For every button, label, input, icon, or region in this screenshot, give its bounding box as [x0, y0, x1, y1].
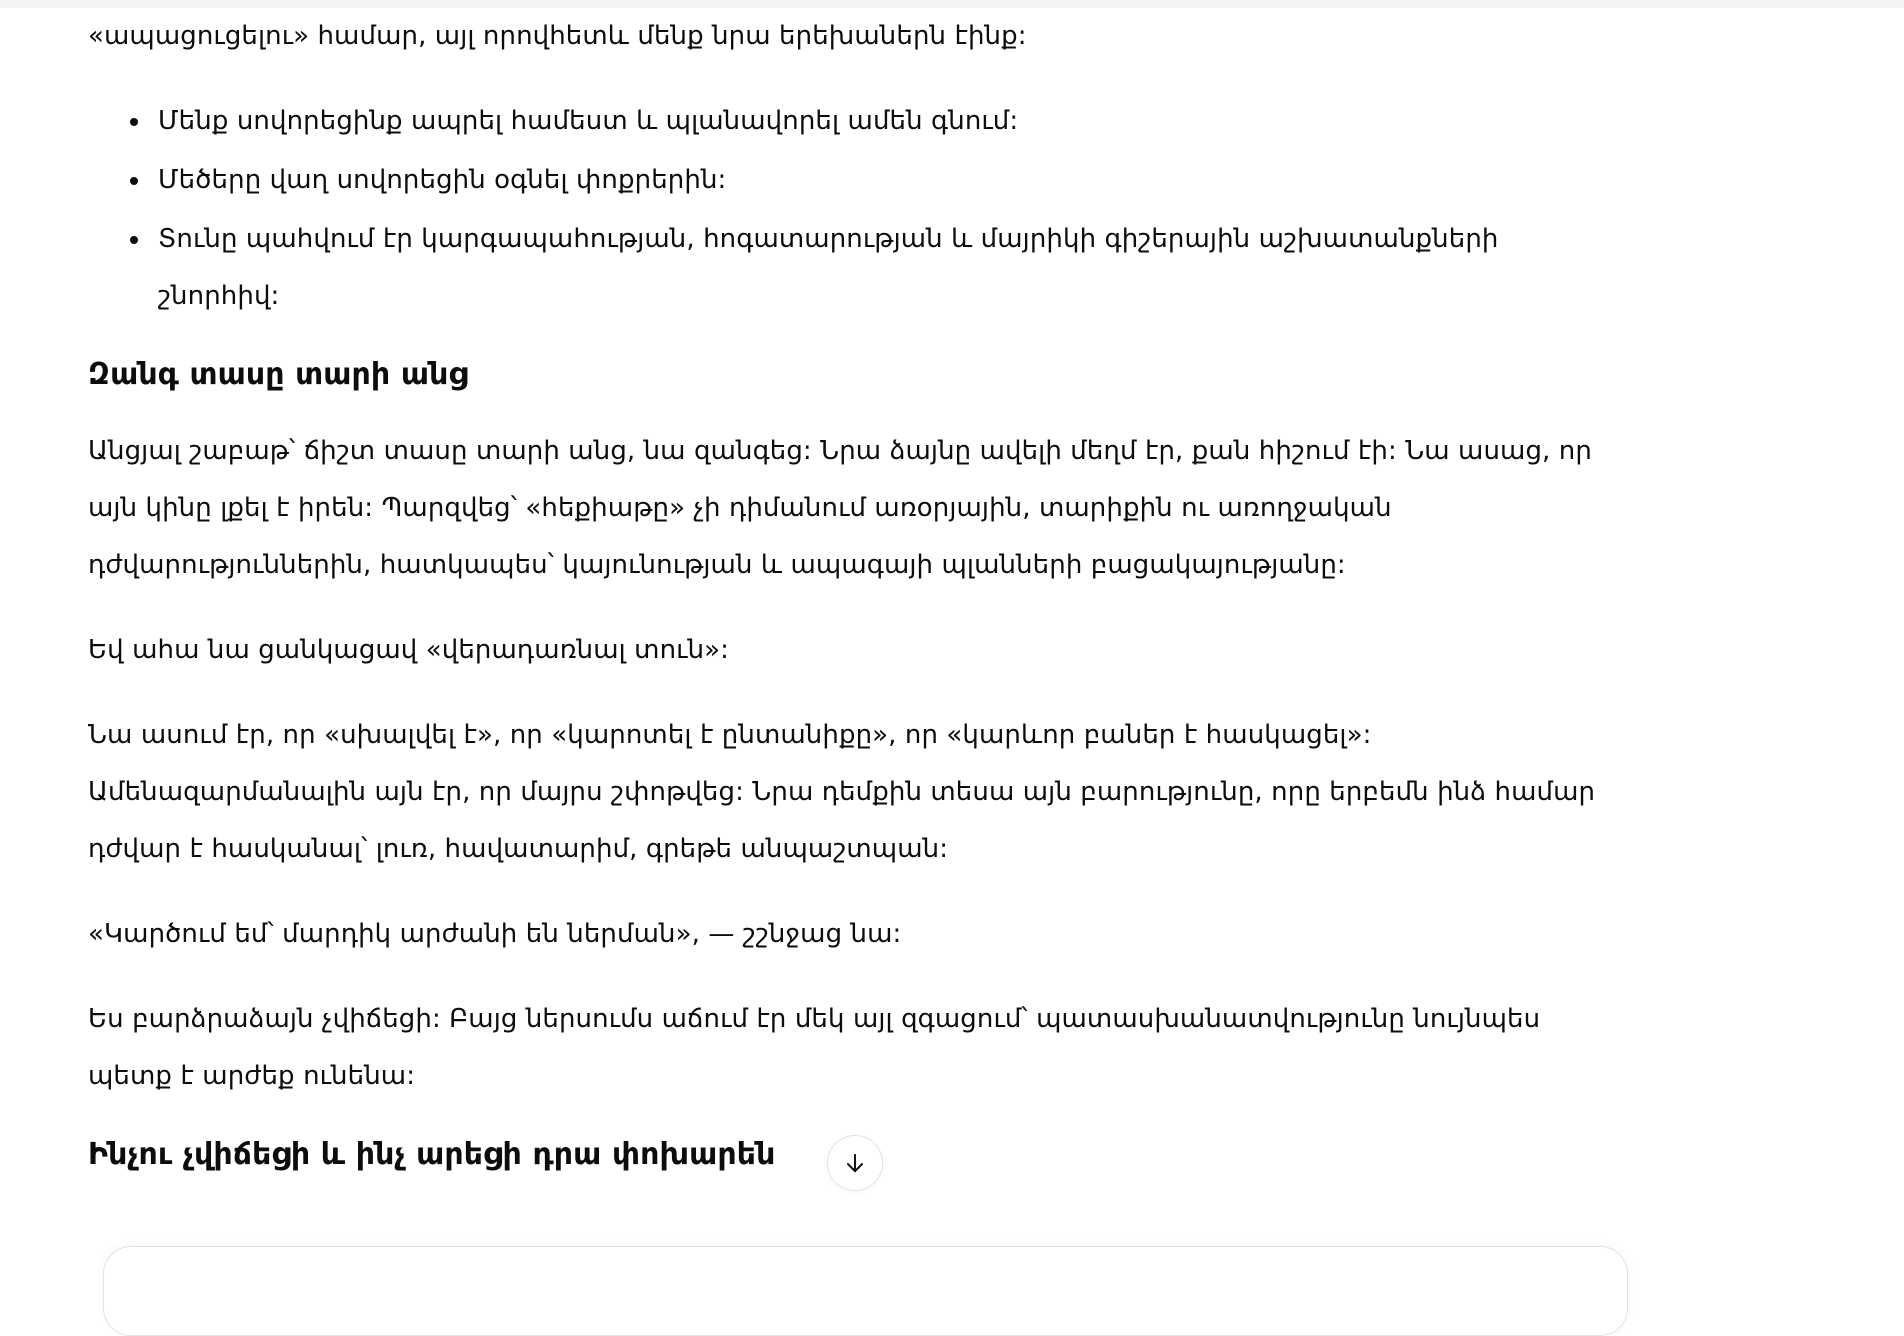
paragraph-my-feeling: Ես բարձրաձայն չվիճեցի: Բայց ներսումս աճում էր մեկ այլ զգացում՝ պատասխանատվությունը նույնպես պետք է արժեք ունենա: — [88, 1004, 1541, 1091]
list-item: • Տունը պահվում էր կարգապահության, հոգատարության և մայրիկի գիշերային աշխատանքների շնորհիվ: — [152, 211, 1618, 325]
list-item: • Մենք սովորեցինք ապրել համեստ և պլանավորել ամեն գնում: — [152, 93, 1618, 150]
paragraph-intro-partial: «ապացուցելու» համար, այլ որովհետև մենք նրա երեխաներն էինք: — [88, 21, 1027, 51]
family-lessons-list — [88, 93, 1618, 325]
arrow-down-icon — [842, 1150, 868, 1176]
paragraph-mother-quote: «Կարծում եմ՝ մարդիկ արժանի են ներման», — շշնջաց նա: — [88, 919, 902, 949]
window-top-edge — [0, 0, 1904, 8]
section-heading-why-did-not-argue: Ինչու չվիճեցի և ինչ արեցի դրա փոխարեն — [88, 1137, 776, 1172]
paragraph-what-he-said: Նա ասում էր, որ «սխալվել է», որ «կարոտել է ընտանիքը», որ «կարևոր բաներ է հասկացել»: Ամենազարմանալին այն էր, որ մայրս շփոթվեց: Նրա դեմքին տեսա այն բարությունը, որը երբեմն ինձ համար դժվար է հասկանալ՝ լուռ, հավատարիմ, գրեթե անպաշտպան: — [88, 720, 1596, 864]
paragraph-return-home: Եվ ահա նա ցանկացավ «վերադառնալ տուն»: — [88, 635, 730, 665]
paragraph-call: Անցյալ շաբաթ՝ ճիշտ տասը տարի անց, նա զանգեց: Նրա ձայնը ավելի մեղմ էր, քան հիշում էի: Նա ասաց, որ այն կինը լքել է իրեն: Պարզվեց՝ «հեքիաթը» չի դիմանում առօրյային, տարիքին ու առողջական դժվարություններին, հատկապես՝ կայունության և ապագայի պլանների բացակայությանը: — [88, 436, 1592, 580]
section-heading-call-ten-years-later: Զանգ տասը տարի անց — [88, 357, 468, 392]
assistant-message — [88, 8, 1618, 1201]
scroll-to-bottom-button[interactable] — [827, 1135, 883, 1191]
list-item: • Մեծերը վաղ սովորեցին օգնել փոքրերին: — [152, 152, 1618, 209]
